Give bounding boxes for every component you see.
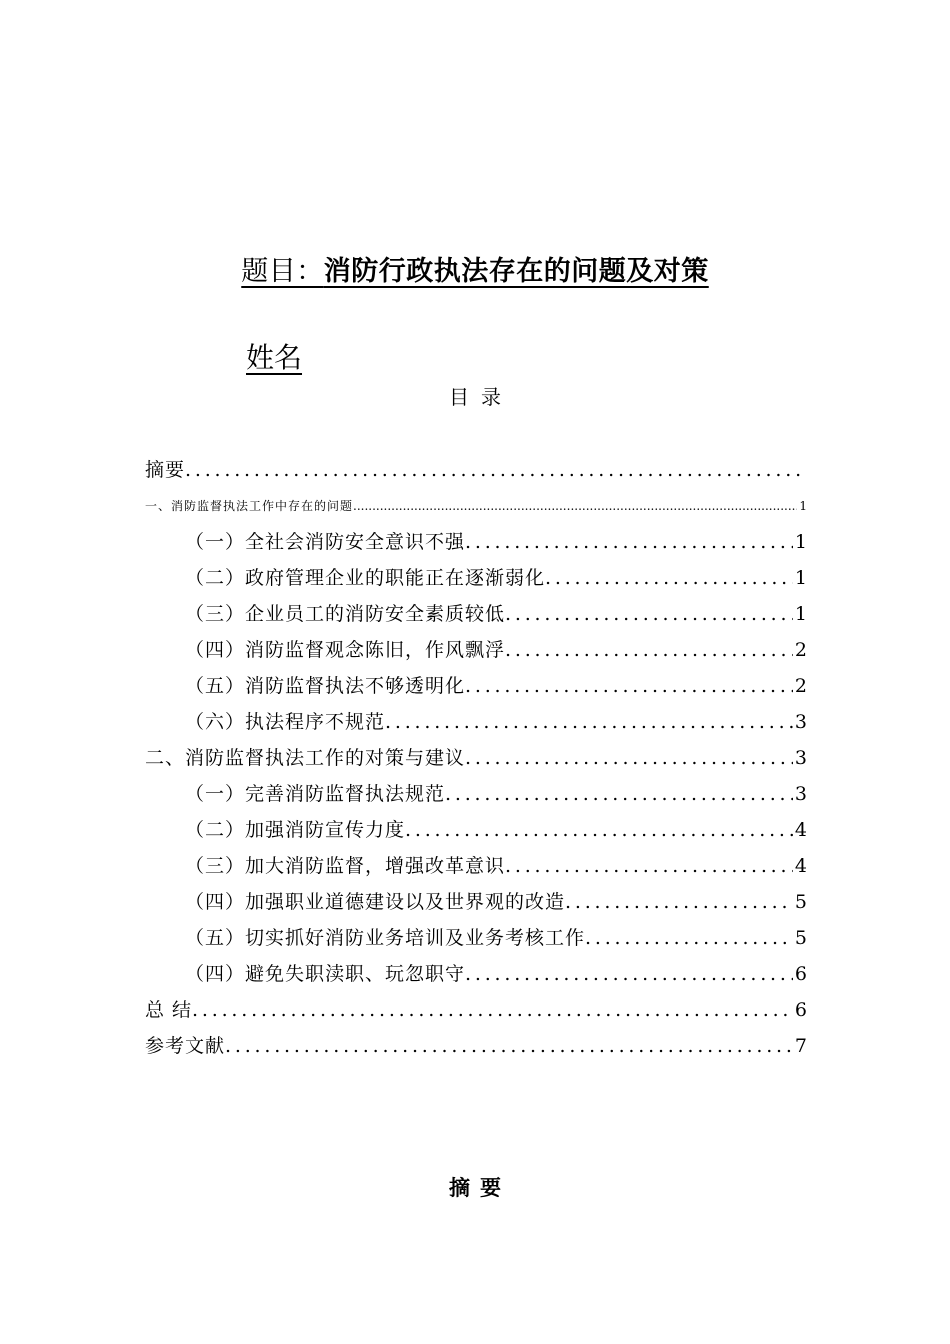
toc-dot-leader <box>465 956 793 992</box>
toc-entry-page: 3 <box>794 747 807 769</box>
toc-dot-leader <box>565 884 793 920</box>
author-name: 姓名 <box>246 341 303 374</box>
toc-entry[interactable] <box>145 488 807 524</box>
toc-dot-leader <box>465 524 793 560</box>
toc-dot-leader <box>192 992 793 1028</box>
toc-dot-leader <box>445 776 793 812</box>
toc-entry-text: （一）完善消防监督执法规范 <box>185 783 446 805</box>
title-label: 题目： <box>241 256 324 287</box>
toc-entry-page: 5 <box>794 891 807 913</box>
toc-entry-page: 4 <box>794 855 807 877</box>
toc-dot-leader <box>405 812 793 848</box>
document-title <box>0 252 950 292</box>
toc-entry-page: 4 <box>794 819 807 841</box>
toc-entry-text: 摘要 <box>145 459 186 481</box>
toc-entry-text: （五）消防监督执法不够透明化 <box>185 675 466 697</box>
toc-dot-leader <box>505 596 793 632</box>
toc-entry-text: （六）执法程序不规范 <box>185 711 386 733</box>
toc-dot-leader <box>465 668 793 704</box>
toc-entry-text: （三）企业员工的消防安全素质较低 <box>185 603 506 625</box>
abstract-heading: 摘要 <box>449 1175 511 1200</box>
toc-dot-leader <box>545 560 793 596</box>
toc-entry-page: 1 <box>794 567 807 589</box>
toc-entry-page: 6 <box>794 963 807 985</box>
toc-entry-text: （四）消防监督观念陈旧，作风飘浮 <box>185 639 506 661</box>
table-of-contents <box>145 452 807 1064</box>
toc-entry[interactable] <box>145 560 807 596</box>
title-underlined <box>241 256 709 287</box>
toc-entry[interactable] <box>145 740 807 776</box>
toc-entry[interactable] <box>145 704 807 740</box>
toc-entry-text: （三）加大消防监督，增强改革意识 <box>185 855 506 877</box>
toc-entry[interactable] <box>145 920 807 956</box>
toc-dot-leader <box>225 1028 793 1064</box>
toc-entry[interactable] <box>145 668 807 704</box>
toc-dot-leader <box>505 848 793 884</box>
toc-entry-page: 2 <box>794 639 807 661</box>
toc-entry-page: 2 <box>794 675 807 697</box>
toc-dot-leader <box>585 920 793 956</box>
toc-entry-text: （二）政府管理企业的职能正在逐渐弱化 <box>185 567 546 589</box>
toc-entry-page: 6 <box>794 999 807 1021</box>
toc-entry[interactable] <box>145 632 807 668</box>
toc-entry-page: 1 <box>794 603 807 625</box>
toc-entry-text: 总 结 <box>145 999 193 1021</box>
toc-entry-text: 二、消防监督执法工作的对策与建议 <box>145 747 466 769</box>
toc-entry[interactable] <box>145 776 807 812</box>
toc-entry[interactable] <box>145 848 807 884</box>
toc-entry-page: 5 <box>794 927 807 949</box>
toc-entry-page: 3 <box>794 783 807 805</box>
toc-entry[interactable] <box>145 956 807 992</box>
toc-entry-page: 3 <box>794 711 807 733</box>
toc-entry-text: （四）避免失职渎职、玩忽职守 <box>185 963 466 985</box>
toc-entry-text: 一、消防监督执法工作中存在的问题 <box>145 499 354 513</box>
toc-entry[interactable] <box>145 596 807 632</box>
toc-entry[interactable] <box>145 812 807 848</box>
toc-entry-text: （五）切实抓好消防业务培训及业务考核工作 <box>185 927 586 949</box>
toc-entry-text: 参考文献 <box>145 1035 226 1057</box>
toc-dot-leader <box>505 632 793 668</box>
toc-entry-text: （二）加强消防宣传力度 <box>185 819 406 841</box>
toc-heading: 目录 <box>449 385 513 409</box>
toc-entry-text: （四）加强职业道德建设以及世界观的改造 <box>185 891 566 913</box>
toc-entry[interactable] <box>145 992 807 1028</box>
toc-entry[interactable] <box>145 452 807 488</box>
toc-entry-page: 7 <box>794 1035 807 1057</box>
toc-entry-text: （一）全社会消防安全意识不强 <box>185 531 466 553</box>
toc-dot-leader <box>385 704 793 740</box>
title-main: 消防行政执法存在的问题及对策 <box>323 256 709 287</box>
toc-entry-page: 1 <box>799 499 807 513</box>
toc-entry[interactable] <box>145 524 807 560</box>
toc-dot-leader <box>465 740 793 776</box>
toc-entry[interactable] <box>145 884 807 920</box>
toc-entry-page: 1 <box>794 531 807 553</box>
toc-entry[interactable] <box>145 1028 807 1064</box>
toc-dot-leader <box>353 488 797 524</box>
toc-dot-leader <box>185 452 805 488</box>
